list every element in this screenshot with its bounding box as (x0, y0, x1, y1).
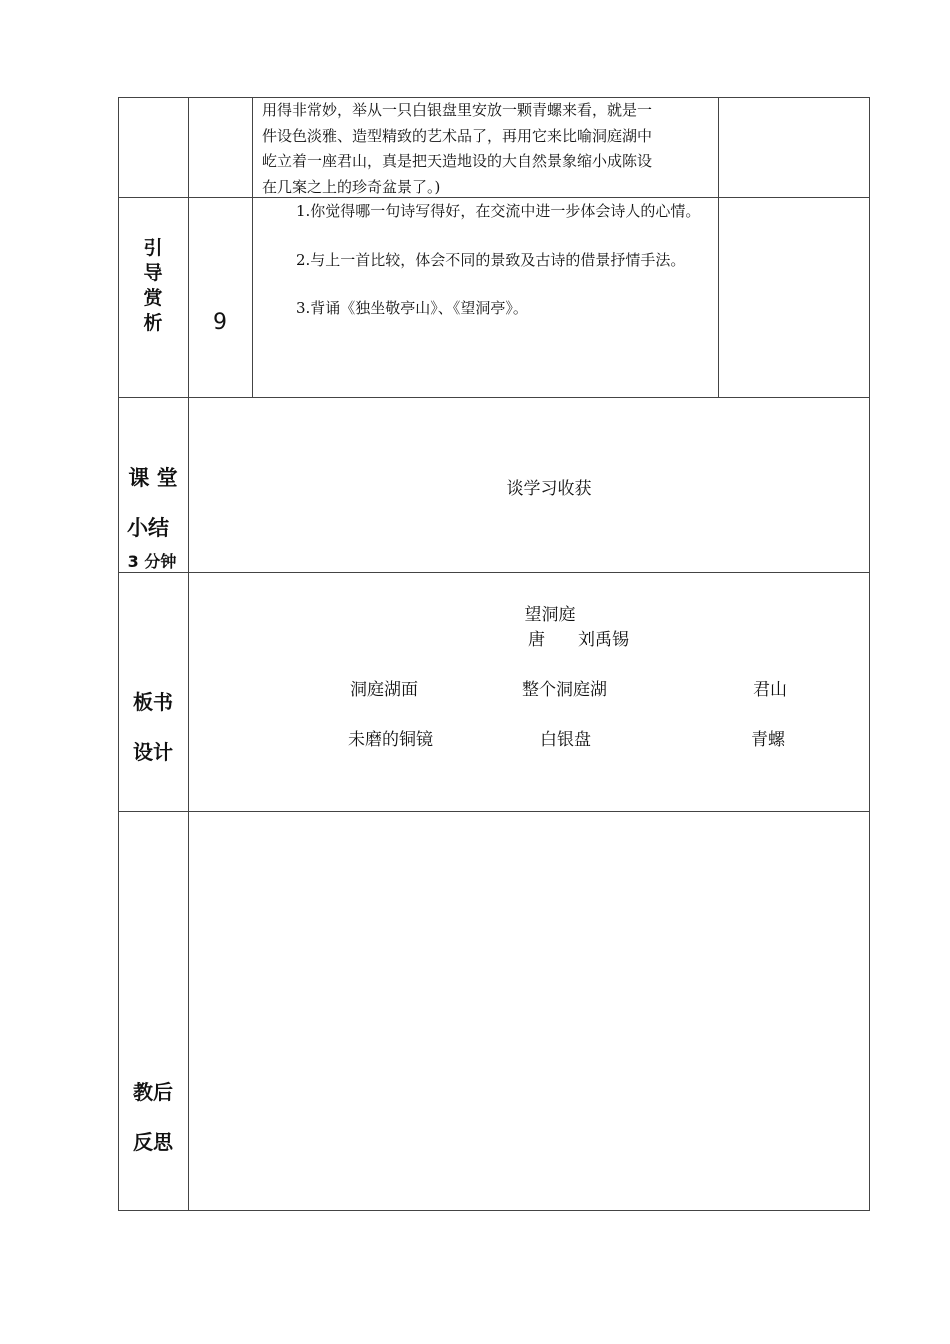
board-item: 洞庭湖面 (350, 680, 418, 700)
poem-author: 刘禹锡 (578, 630, 629, 650)
row2-label (118, 236, 188, 336)
guide-item: 1.你觉得哪一句诗写得好，在交流中进一步体会诗人的心情。 (296, 202, 701, 220)
label-char: 引 (143, 237, 163, 259)
guide-item: 2.与上一首比较，体会不同的景致及古诗的借景抒情手法。 (296, 250, 686, 269)
content-line: 在几案之上的珍奇盆景了。) (262, 177, 441, 196)
guide-item: 3.背诵《独坐敬亭山》、《望洞亭》。 (296, 299, 528, 317)
row5-label-line2: 反思 (133, 1130, 173, 1154)
row4-label-line1: 板书 (133, 690, 173, 714)
board-item: 白银盘 (540, 730, 591, 750)
content-line: 屹立着一座君山，真是把天造地设的大自然景象缩小成陈设 (262, 152, 653, 170)
board-item: 青螺 (751, 730, 785, 750)
label-char: 赏 (143, 287, 163, 309)
content-line: 件设色淡雅、造型精致的艺术品了，再用它来比喻洞庭湖中 (262, 126, 653, 145)
row2-minutes: 9 (213, 310, 227, 335)
reflection-area[interactable] (189, 812, 869, 1210)
row4-label-line2: 设计 (133, 740, 173, 764)
row3-label-line2: 小结 (127, 516, 169, 540)
board-item: 君山 (753, 680, 787, 700)
poem-title: 望洞庭 (524, 605, 576, 625)
board-item: 整个洞庭湖 (522, 680, 607, 700)
board-item: 未磨的铜镜 (348, 730, 433, 750)
row2-content (262, 199, 714, 322)
row3-label-line1: 课 堂 (128, 466, 178, 490)
row5-label-line1: 教后 (133, 1080, 173, 1104)
row3-content: 谈学习收获 (506, 479, 592, 499)
content-line: 用得非常妙，举从一只白银盘里安放一颗青螺来看，就是一 (262, 101, 653, 119)
row1-content (262, 98, 714, 200)
label-char: 导 (143, 262, 163, 284)
row3-label-line3: 3 分钟 (127, 552, 177, 571)
poem-dynasty: 唐 (528, 630, 545, 650)
label-char: 析 (143, 312, 163, 334)
